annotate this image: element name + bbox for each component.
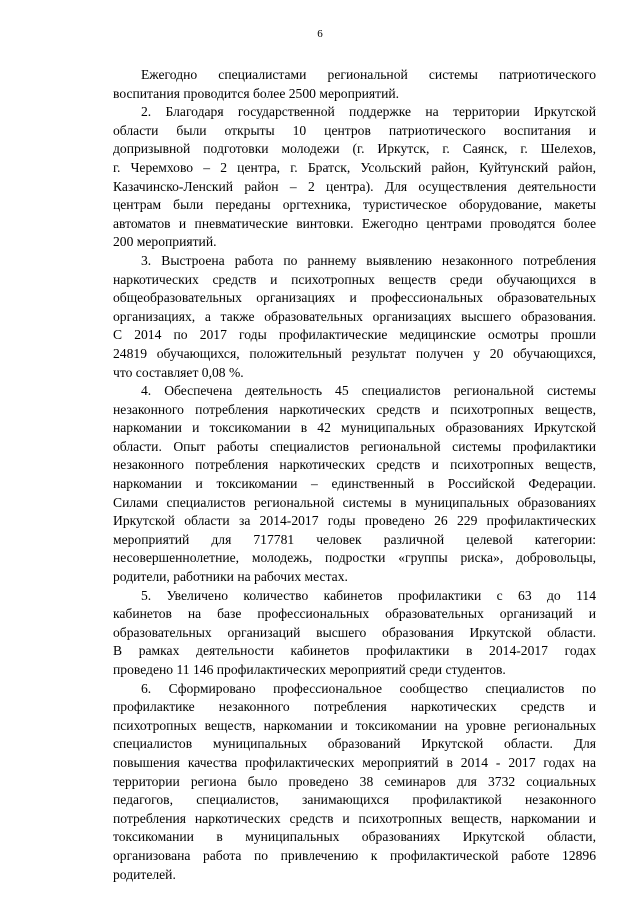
text-line: 6. Сформировано профессиональное сообщество специалистов по — [141, 680, 596, 696]
text-line: территории региона было проведено 38 семинаров для 3732 социальных — [113, 773, 596, 789]
text-line: родители, работники на рабочих местах. — [113, 569, 348, 585]
text-line: что составляет 0,08 %. — [113, 364, 244, 380]
text-line: области были открыты 10 центров патриотического воспитания и — [113, 122, 596, 138]
text-line: допризывной подготовки молодежи (г. Иркутск, г. Саянск, г. Шелехов, — [113, 141, 596, 157]
paragraph-patriotic-events — [113, 66, 596, 103]
text-line: 4. Обеспечена деятельность 45 специалистов региональной системы — [141, 383, 596, 399]
paragraph-patriotic-centers — [113, 103, 596, 252]
text-line: В рамках деятельности кабинетов профилактики в 2014-2017 годах — [113, 643, 596, 659]
text-line: центрам были переданы оргтехника, туристическое оборудование, макеты — [113, 197, 596, 213]
text-line: педагогов, специалистов, занимающихся профилактикой незаконного — [113, 792, 596, 808]
text-line: Силами специалистов региональной системы в муниципальных образованиях — [113, 494, 596, 510]
text-line: повышения качества профилактических мероприятий в 2014 - 2017 годах на — [113, 754, 596, 770]
text-line: общеобразовательных организациях и профессиональных образовательных — [113, 290, 596, 306]
text-line: профилактике незаконного потребления наркотических средств и — [113, 699, 596, 715]
text-line: области. Опыт работы специалистов региональной системы профилактики — [113, 438, 596, 454]
text-line: наркотических средств и психотропных веществ среди обучающихся в — [113, 271, 596, 287]
text-line: 2. Благодаря государственной поддержке на территории Иркутской — [141, 104, 596, 120]
text-line: незаконного потребления наркотических средств и психотропных веществ, — [113, 401, 596, 417]
text-line: родителей. — [113, 866, 176, 882]
paragraph-professional-community — [113, 680, 596, 885]
text-line: организациях, а также образовательных организациях высшего образования. — [113, 308, 596, 324]
text-line: мероприятий для 717781 человек различной целевой категории: — [113, 531, 596, 547]
text-line: 200 мероприятий. — [113, 234, 217, 250]
text-line: организована работа по привлечению к профилактической работе 12896 — [113, 847, 596, 863]
text-line: Иркутской области за 2014-2017 годы проведено 26 229 профилактических — [113, 513, 596, 529]
text-line: психотропных веществ, наркомании и токсикомании на уровне региональных — [113, 717, 596, 733]
text-line: 3. Выстроена работа по раннему выявлению незаконного потребления — [141, 252, 596, 268]
text-line: г. Черемхово – 2 центра, г. Братск, Усольский район, Куйтунский район, — [113, 159, 596, 175]
text-line: наркомании и токсикомании – единственный в Российской Федерации. — [113, 476, 596, 492]
text-line: С 2014 по 2017 годы профилактические медицинские осмотры прошли — [113, 327, 596, 343]
text-line: потребления наркотических средств и психотропных веществ, наркомании и — [113, 810, 596, 826]
text-line: специалистов муниципальных образований Иркутской области. Для — [113, 736, 596, 752]
text-line: кабинетов на базе профессиональных образовательных организаций и — [113, 606, 596, 622]
text-line: 5. Увеличено количество кабинетов профилактики с 63 до 114 — [141, 587, 596, 603]
text-line: проведено 11 146 профилактических мероприятий среди студентов. — [113, 662, 506, 677]
text-line: незаконного потребления наркотических средств и психотропных веществ, — [113, 457, 596, 473]
document-body — [113, 66, 596, 884]
text-line: автоматов и пневматические винтовки. Ежегодно центрами проводятся более — [113, 215, 596, 231]
text-line: 24819 обучающихся, положительный результат получен у 20 обучающихся, — [113, 345, 596, 361]
text-line: токсикомании в муниципальных образованиях Иркутской области, — [113, 829, 596, 845]
paragraph-prevention-offices — [113, 587, 596, 680]
text-line: воспитания проводится более 2500 мероприятий. — [113, 85, 400, 101]
paragraph-regional-specialists — [113, 382, 596, 587]
text-line: образовательных организаций высшего образования Иркутской области. — [113, 624, 596, 640]
page-number: 6 — [317, 28, 323, 40]
text-line: несовершеннолетние, молодежь, подростки «группы риска», добровольцы, — [113, 550, 596, 566]
text-line: наркомании и токсикомании в 42 муниципальных образованиях Иркутской — [113, 420, 596, 436]
paragraph-drug-detection — [113, 252, 596, 382]
text-line: Ежегодно специалистами региональной системы патриотического — [141, 67, 596, 82]
text-line: Казачинско-Ленский район – 2 центра). Для осуществления деятельности — [113, 178, 596, 194]
